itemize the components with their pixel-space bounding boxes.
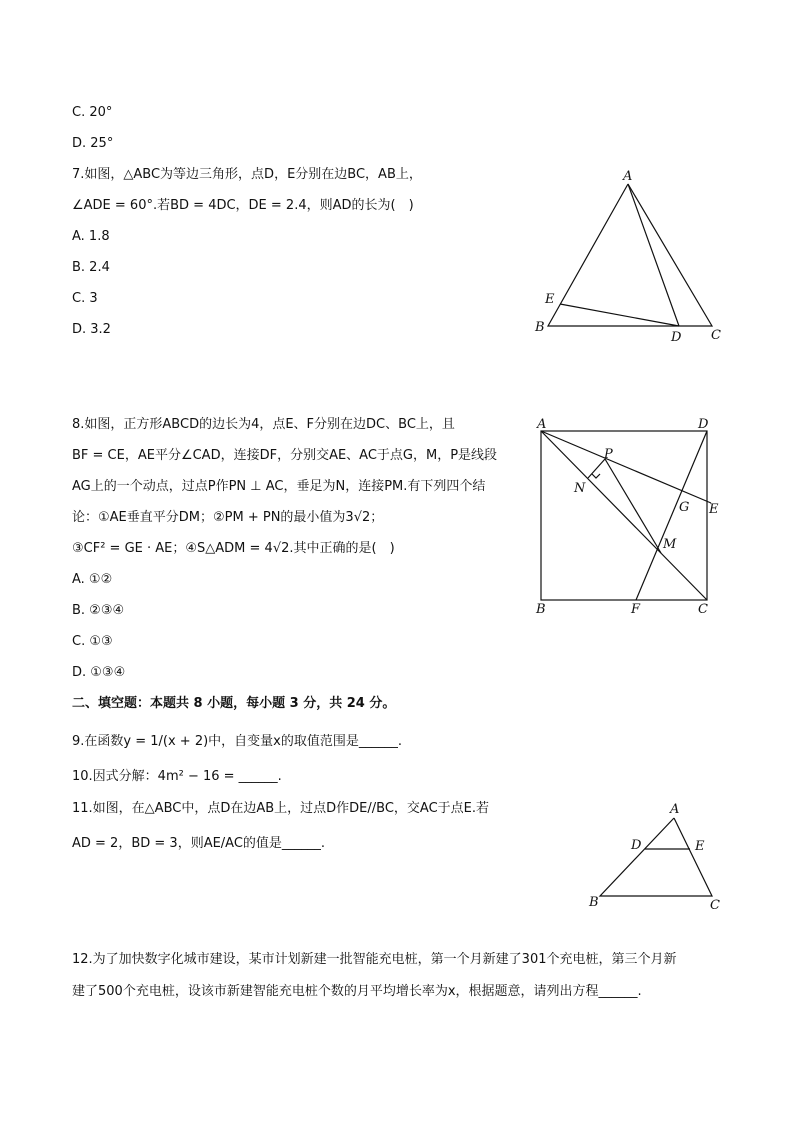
q11-stem-line1: 11.如图，在△ABC中，点D在边AB上，过点D作DE//BC，交AC于点E.若 xyxy=(72,801,490,816)
q8-label-m: M xyxy=(663,537,677,552)
q11-label-d: D xyxy=(631,838,642,853)
q8-option-b: B. ②③④ xyxy=(72,603,125,618)
q7-option-a: A. 1.8 xyxy=(72,229,110,244)
q8-option-c: C. ①③ xyxy=(72,634,113,649)
q11-label-a: A xyxy=(670,802,680,817)
q11-label-c: C xyxy=(710,898,720,913)
q8-option-d: D. ①③④ xyxy=(72,665,126,680)
q9-text: 9.在函数y = 1/(x + 2)中，自变量x的取值范围是______. xyxy=(72,734,402,749)
q8-stem-line3: AG上的一个动点，过点P作PN ⊥ AC，垂足为N，连接PM.有下列四个结 xyxy=(72,479,486,494)
q11-label-e: E xyxy=(695,839,705,854)
q7-label-b: B xyxy=(535,320,545,335)
q8-label-g: G xyxy=(679,500,690,515)
q8-option-a: A. ①② xyxy=(72,572,113,587)
q7-option-c: C. 3 xyxy=(72,291,98,306)
q11-triangle-abc xyxy=(600,818,712,896)
q8-stem-line2: BF = CE，AE平分∠CAD，连接DF，分别交AE、AC于点G，M，P是线段 xyxy=(72,448,498,463)
q7-option-d: D. 3.2 xyxy=(72,322,111,337)
q7-label-c: C xyxy=(711,328,721,343)
q12-stem-line1: 12.为了加快数字化城市建设，某市计划新建一批智能充电桩，第一个月新建了301个充电桩，第三个月新 xyxy=(72,952,677,967)
q8-stem-line1: 8.如图，正方形ABCD的边长为4，点E、F分别在边DC、BC上，且 xyxy=(72,417,455,432)
q10-text: 10.因式分解：4m² − 16 = ______. xyxy=(72,769,282,784)
q12-stem-line2: 建了500个充电桩，设该市新建智能充电桩个数的月平均增长率为x，根据题意，请列出方程______. xyxy=(72,984,642,999)
q8-label-p: P xyxy=(604,447,613,462)
q8-label-e: E xyxy=(709,502,719,517)
section2-title: 二、填空题：本题共 8 小题，每小题 3 分，共 24 分。 xyxy=(72,696,396,711)
q7-label-e: E xyxy=(545,292,555,307)
q8-label-a: A xyxy=(537,417,547,432)
q7-stem-line2: ∠ADE = 60°.若BD = 4DC，DE = 2.4，则AD的长为( ) xyxy=(72,198,414,213)
q11-stem-line2: AD = 2，BD = 3，则AE/AC的值是______. xyxy=(72,836,326,851)
q8-label-n: N xyxy=(574,481,586,496)
q7-label-a: A xyxy=(623,169,633,184)
q7-label-d: D xyxy=(671,330,682,345)
q11-label-b: B xyxy=(589,895,599,910)
q8-label-c: C xyxy=(698,602,708,617)
q8-label-f: F xyxy=(631,602,641,617)
q8-stem-line5: ③CF² = GE · AE；④S△ADM = 4√2.其中正确的是( ) xyxy=(72,541,395,556)
q6-option-c: C. 20° xyxy=(72,105,113,120)
q8-label-b: B xyxy=(536,602,546,617)
q7-stem-line1: 7.如图，△ABC为等边三角形，点D，E分别在边BC，AB上， xyxy=(72,167,422,182)
q6-option-d: D. 25° xyxy=(72,136,114,151)
q8-stem-line4: 论：①AE垂直平分DM；②PM + PN的最小值为3√2； xyxy=(72,510,384,525)
q8-label-d: D xyxy=(698,417,709,432)
q7-option-b: B. 2.4 xyxy=(72,260,110,275)
